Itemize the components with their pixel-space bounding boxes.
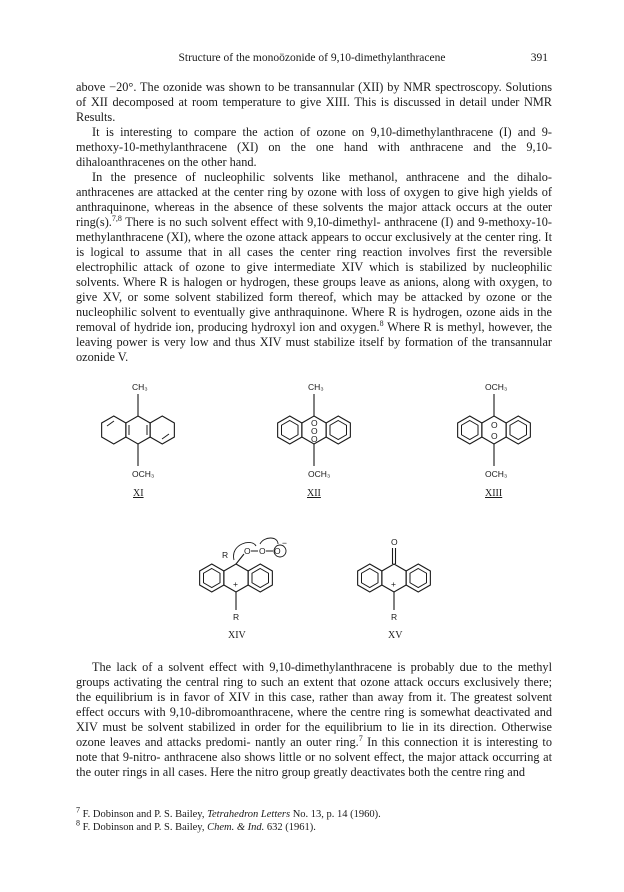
text-line: Solutions of XII decomposed at room temperature to give XIII. This is discussed bbox=[76, 80, 552, 109]
text-line: anthracene (I) and 9-methoxy-10-methylanthracene (XI), where the ozone attack bbox=[76, 215, 552, 244]
paragraph-3 bbox=[76, 170, 552, 365]
substituent-r: R bbox=[222, 550, 229, 560]
compound-label: XII bbox=[307, 488, 321, 499]
citation-superscript: 7 bbox=[358, 733, 363, 743]
body-text-bottom bbox=[76, 660, 552, 780]
text-line: aids in the removal of hydride ion, producing hydroxyl ion and oxygen. bbox=[76, 305, 553, 334]
journal-title: Chem. & Ind. bbox=[207, 822, 265, 833]
text-line: the equilibrium to lie in its direction. Otherwise ozone leaves and attacks predomi- bbox=[76, 720, 553, 749]
oxygen: O bbox=[259, 546, 266, 556]
structure-xiii bbox=[458, 382, 531, 499]
text-line: exclusively there; the equilibrium is in favor of XIV in this case, rather than away bbox=[76, 675, 553, 704]
substituent-r: R bbox=[391, 612, 398, 622]
footnote-authors: F. Dobinson and P. S. Bailey, bbox=[80, 822, 208, 833]
footnote-citation: 632 (1961). bbox=[264, 822, 316, 833]
text-line: Where R bbox=[383, 320, 432, 334]
text-line: anthracene also shows little or no solvent effect, the major attack occurring at the outer bbox=[76, 750, 552, 779]
substituent-bottom: OCH₃ bbox=[485, 469, 508, 479]
text-line: in detail under NMR Results. bbox=[76, 95, 552, 124]
text-line: high yields of anthraquinone, whereas in the absence of these solvents the major bbox=[76, 185, 552, 214]
structure-xii bbox=[278, 382, 351, 499]
body-text-top bbox=[76, 80, 552, 365]
structure-xv bbox=[358, 537, 431, 638]
substituent-bottom: OCH₃ bbox=[132, 469, 155, 479]
negative-charge: − bbox=[282, 538, 287, 548]
structures-figure bbox=[76, 362, 552, 638]
text-line: attack occurs at the outer ring(s). bbox=[76, 200, 552, 229]
positive-charge: + bbox=[391, 579, 396, 589]
substituent-r: R bbox=[233, 612, 240, 622]
text-line: is methyl, however, the leaving power is very low and thus XIV must stabilize itself bbox=[76, 320, 552, 349]
anthracene-skeleton bbox=[102, 416, 175, 444]
text-line: nucleophilic solvent to eventually give anthraquinone. Where R is hydrogen, ozone bbox=[76, 305, 496, 319]
substituent-top: OCH₃ bbox=[485, 382, 508, 392]
text-line: centre ring is somewhat deactivated and XIV must be solvent stabilized in order for bbox=[76, 705, 552, 734]
substituent-top: CH₃ bbox=[308, 382, 324, 392]
text-line: to give intermediate XIV which is stabilized by nucleophilic solvents. Where R is bbox=[76, 260, 553, 289]
bridge-oxygen: O bbox=[491, 431, 498, 441]
text-line: appears to occur exclusively at the center ring. It is logical to assume that in all cases bbox=[76, 230, 552, 259]
paragraph-2 bbox=[76, 125, 552, 170]
text-line: above −20°. The ozonide was shown to be transannular (XII) by NMR spectroscopy. bbox=[76, 80, 502, 94]
structure-xiv bbox=[200, 538, 287, 638]
text-line: In this connection it is interesting to note that 9-nitro- bbox=[76, 735, 552, 764]
text-line: There is no such solvent effect with 9,10-dimethyl- bbox=[121, 215, 381, 229]
substituent-top: CH₃ bbox=[132, 382, 148, 392]
text-line: the center ring reaction involves first the reversible electrophilic attack of ozone bbox=[76, 245, 552, 274]
text-line: nantly an outer ring. bbox=[255, 735, 359, 749]
text-line: and 9-methoxy-10-methylanthracene (XI) on the one hand with anthracene and the bbox=[76, 125, 552, 154]
bridge-oxygen: O bbox=[311, 426, 318, 436]
text-line: In the presence of nucleophilic solvents like methanol, anthracene and the dihalo- bbox=[92, 170, 552, 184]
substituent-bottom: OCH₃ bbox=[308, 469, 331, 479]
compound-label: XI bbox=[133, 488, 144, 499]
compound-label: XV bbox=[388, 630, 403, 638]
compound-label: XIII bbox=[485, 488, 503, 499]
positive-charge: + bbox=[233, 579, 238, 589]
citation-superscript: 7,8 bbox=[111, 213, 122, 223]
footnote-marker: 7 bbox=[76, 805, 80, 815]
text-line: halogen or hydrogen, these groups leave as anions, along with oxygen, to give XV, bbox=[76, 275, 552, 304]
footnote-citation: No. 13, p. 14 (1960). bbox=[290, 809, 381, 820]
footnote-authors: F. Dobinson and P. S. Bailey, bbox=[80, 809, 208, 820]
text-line: from it. The greatest solvent effect occurs with 9,10-dibromoanthracene, where the bbox=[76, 690, 553, 719]
citation-superscript: 8 bbox=[379, 318, 384, 328]
running-title: Structure of the monoözonide of 9,10-dimethylanthracene bbox=[178, 52, 446, 64]
text-line: anthracenes are attacked at the center ring by ozone with loss of oxygen to give bbox=[76, 185, 479, 199]
compound-label: XIV bbox=[228, 630, 246, 638]
running-header bbox=[76, 52, 548, 68]
paragraph-1 bbox=[76, 80, 552, 125]
oxygen: O bbox=[244, 546, 251, 556]
text-line: rings in all cases. Here the nitro group greatly deactivates both the centre ring and bbox=[122, 765, 526, 779]
text-line: by formation of the transannular ozonide V. bbox=[76, 335, 552, 364]
footnote-7 bbox=[76, 805, 552, 821]
bridge-oxygen: O bbox=[311, 434, 318, 444]
text-line: 9,10-dihaloanthracenes on the other hand. bbox=[76, 140, 553, 169]
text-line: or some solvent stabilized form thereof, which may be attacked by ozone or the bbox=[127, 290, 553, 304]
structures-svg bbox=[76, 362, 552, 638]
text-line: methyl groups activating the central ring to such an extent that ozone attack occurs bbox=[76, 660, 552, 689]
bridge-oxygen: O bbox=[491, 420, 498, 430]
bridge-oxygen: O bbox=[311, 418, 318, 428]
carbonyl-oxygen: O bbox=[391, 537, 398, 547]
text-line: The lack of a solvent effect with 9,10-dimethylanthracene is probably due to the bbox=[92, 660, 513, 674]
footnote-8 bbox=[76, 818, 552, 834]
page-number: 391 bbox=[530, 52, 548, 64]
oxygen: O bbox=[274, 546, 281, 556]
text-line: It is interesting to compare the action of ozone on 9,10-dimethylanthracene (I) bbox=[92, 125, 512, 139]
footnote-marker: 8 bbox=[76, 818, 80, 828]
structure-xi bbox=[102, 382, 175, 499]
paragraph-4 bbox=[76, 660, 552, 780]
journal-title: Tetrahedron Letters bbox=[207, 809, 291, 820]
footnotes bbox=[76, 805, 552, 834]
